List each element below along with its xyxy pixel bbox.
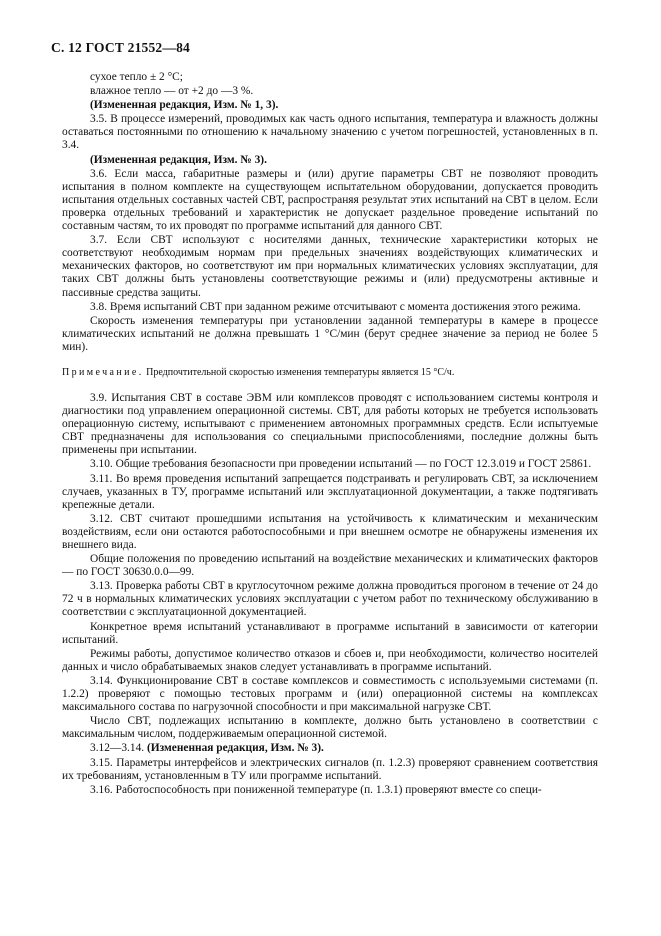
paragraph: Число СВТ, подлежащих испытанию в комплекте, должно быть установлено в соответствии с максимальным числом, поддерживаемым операционной системой. xyxy=(62,715,598,741)
amendment-text: (Измененная редакция, Изм. № 3). xyxy=(146,742,324,755)
amendment-lead: 3.12—3.14. xyxy=(90,742,147,755)
paragraph-3-11: 3.11. Во время проведения испытаний запрещается подстраивать и регулировать СВТ, за исключением случаев, указанных в ТУ, программе испытаний или эксплуатационной документации, а также подтягивать крепежные детали. xyxy=(62,472,598,511)
paragraph-3-13: 3.13. Проверка работы СВТ в круглосуточном режиме должна проводиться прогоном в течение от 24 до 72 ч в нормальных климатических условиях эксплуатации с учетом работ по техническому обслуживанию в соответствии с эксплуатационной документацией. xyxy=(62,580,598,619)
paragraph: Общие положения по проведению испытаний на воздействие механических и климатических факторов — по ГОСТ 30630.0.0—99. xyxy=(62,553,598,579)
paragraph-3-15: 3.15. Параметры интерфейсов и электрических сигналов (п. 1.2.3) проверяют сравнением соответствия их требованиям, установленным в ТУ или программе испытаний. xyxy=(62,756,598,782)
amendment-note: (Измененная редакция, Изм. № 1, 3). xyxy=(90,99,279,112)
page-header: С. 12 ГОСТ 21552—84 xyxy=(51,40,190,55)
paragraph-3-8: 3.8. Время испытаний СВТ при заданном режиме отсчитывают с момента достижения этого режима. xyxy=(90,300,581,313)
paragraph: Скорость изменения температуры при установлении заданной температуры в камере в процессе климатических испытаний не должна превышать 1 °С/мин (берут среднее значение за период не более 5 мин). xyxy=(62,314,598,353)
paragraph-3-10: 3.10. Общие требования безопасности при проведении испытаний — по ГОСТ 12.3.019 и ГОСТ 25861. xyxy=(90,458,592,471)
note-text: Предпочтительной скоростью изменения температуры является 15 °С/ч. xyxy=(143,366,455,378)
paragraph: Режимы работы, допустимое количество отказов и сбоев и, при необходимости, количество носителей данных и число обрабатываемых знаков следует устанавливать в программе испытаний. xyxy=(62,647,598,673)
amendment-note: (Измененная редакция, Изм. № 3). xyxy=(90,153,267,166)
paragraph: влажное тепло — от +2 до —3 %. xyxy=(90,85,254,98)
note-label: Примечание. xyxy=(62,366,144,378)
document-body xyxy=(62,71,598,798)
paragraph-3-16: 3.16. Работоспособность при пониженной температуре (п. 1.3.1) проверяют вместе со специ- xyxy=(90,783,542,796)
paragraph-3-9: 3.9. Испытания СВТ в составе ЭВМ или комплексов проводят с использованием системы контроля и диагностики под управлением операционной системы. СВТ, для работы которых не требуется использовать операционную систему, испытывают с применением автономных программных средств. Если испытуемые СВТ предназначены для использования со специальными приспособлениями, последние должны быть применены при испытании. xyxy=(62,391,598,457)
paragraph-3-7: 3.7. Если СВТ используют с носителями данных, технические характеристики которых не соответствуют необходимым нормам при предельных значениях воздействующих климатических и механических факторов, но соответствуют им при нормальных климатических условиях эксплуатации, для таких СВТ должны быть установлены соответствующие режимы и (или) предусмотрены активные и пассивные средства защиты. xyxy=(62,234,598,299)
paragraph-3-12: 3.12. СВТ считают прошедшими испытания на устойчивость к климатическим и механическим воздействиям, если они остаются работоспособными и при внешнем осмотре не обнаружены изменения их внешнего вида. xyxy=(62,512,598,551)
amendment-note xyxy=(90,742,598,755)
note xyxy=(62,366,598,379)
paragraph: сухое тепло ± 2 °С; xyxy=(90,71,183,83)
paragraph-3-6: 3.6. Если масса, габаритные размеры и (или) другие параметры СВТ не позволяют проводить испытания в полном комплекте на существующем испытательном оборудовании, допускается проводить испытания отдельных составных частей СВТ, распространяя результат этих испытаний на СВТ в целом. Если проверка отдельных требований и характеристик не допускает раздельное проведение испытаний по составным частям, то их проводят по программе испытаний для данного СВТ. xyxy=(62,167,598,233)
paragraph-3-14: 3.14. Функционирование СВТ в составе комплексов и совместимость с используемыми системами (п. 1.2.2) проверяют с помощью тестовых программ и (или) операционной системы на комплексах максимального состава по нагрузочной способности и при максимальной нагрузке СВТ. xyxy=(62,674,598,714)
paragraph-3-5: 3.5. В процессе измерений, проводимых как часть одного испытания, температура и влажность должны оставаться постоянными по отношению к начальному значению с учетом погрешностей, установленных в п. 3.4. xyxy=(62,113,598,152)
paragraph: Конкретное время испытаний устанавливают в программе испытаний в зависимости от категории испытаний. xyxy=(62,620,598,646)
